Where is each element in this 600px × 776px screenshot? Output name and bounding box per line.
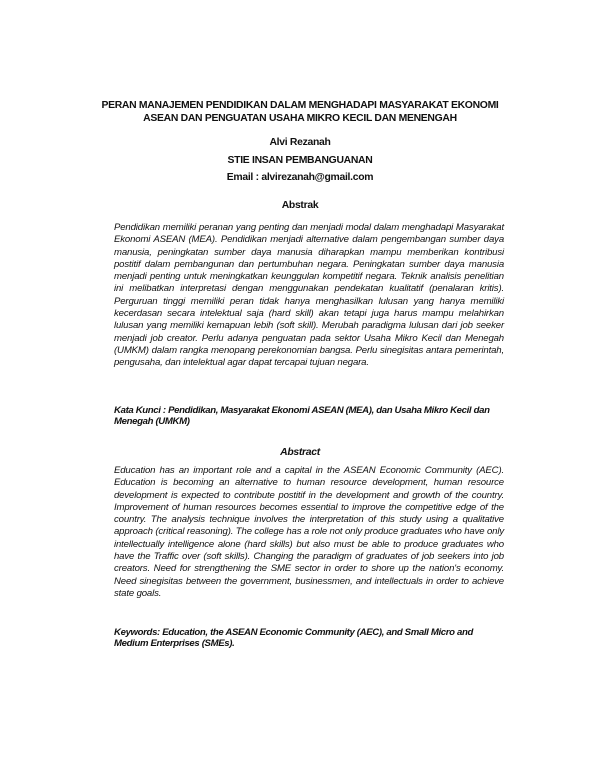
title-line-1: PERAN MANAJEMEN PENDIDIKAN DALAM MENGHADAPI MASYARAKAT EKONOMI <box>101 100 499 111</box>
abstrak-heading: Abstrak <box>281 200 319 211</box>
author-name: Alvi Rezanah <box>269 137 331 148</box>
abstrak-body: Pendidikan memiliki peranan yang penting dan menjadi modal dalam menghadapi Masyarakat Ekonomi ASEAN (MEA). Pendidikan menjadi alternative dalam pengembangan sumber daya manusia, peningkatan sumber daya manusia diharapkan mampu memberikan kontribusi postitif dalam pembangunan dan pertumbuhan negara. Peningkatan sumber daya manusia menjadi penting untuk meningkatkan keunggulan kompetitif negara. Teknik analisis penelitian ini melibatkan interpretasi dengan menggunakan pendekatan kualitatif (penalaran kritis). Perguruan tinggi memiliki peran tidak hanya menghasilkan lulusan yang hanya memiliki kecerdasan secara intelektual saja (hard skill) akan tetapi juga harus mampu melahirkan lulusan yang memiliki kemapuan lebih (soft skill). Merubah paradigma lulusan dari job seeker menjadi job creator. Perlu adanya penguatan pada sektor Usaha Mikro Kecil dan Menegah (UMKM) dalam rangka menopang perekonomian bangsa. Perlu sinegisitas antara pemerintah, pengusaha, dan intelektual agar dapat tercapai tujuan negara. <box>114 222 504 369</box>
abstract-body: Education has an important role and a capital in the ASEAN Economic Community (AEC). Education is becoming an alternative to human resource development, human resource development is expected to contribute postitif in the development and growth of the country. Improvement of human resources becomes essential to improve the competitive edge of the country. The analysis technique involves the interpretation of this study using a qualitative approach (critical reasoning). The college has a role not only produce graduates who have only intellectually intelligence alone (hard skills) but also must be able to produce graduates who have the Traffic over (soft skills). Changing the paradigm of graduates of job seekers into job creators. Need for strengthening the SME sector in order to shore up the nation's economy. Need sinegisitas between the government, businessmen, and intellectuals in order to achieve state goals. <box>114 465 504 599</box>
abstract-heading: Abstract <box>280 447 320 458</box>
paper-title <box>90 99 510 125</box>
author-email: Email : alvirezanah@gmail.com <box>226 172 374 183</box>
title-line-2: ASEAN DAN PENGUATAN USAHA MIKRO KECIL DAN MENENGAH <box>143 113 457 124</box>
keywords: Keywords: Education, the ASEAN Economic Community (AEC), and Small Micro and Medium Enterprises (SMEs). <box>114 627 473 649</box>
institution: STIE INSAN PEMBANGUANAN <box>227 155 373 166</box>
kata-kunci: Kata Kunci : Pendidikan, Masyarakat Ekonomi ASEAN (MEA), dan Usaha Mikro Kecil dan Menegah (UMKM) <box>114 405 490 427</box>
